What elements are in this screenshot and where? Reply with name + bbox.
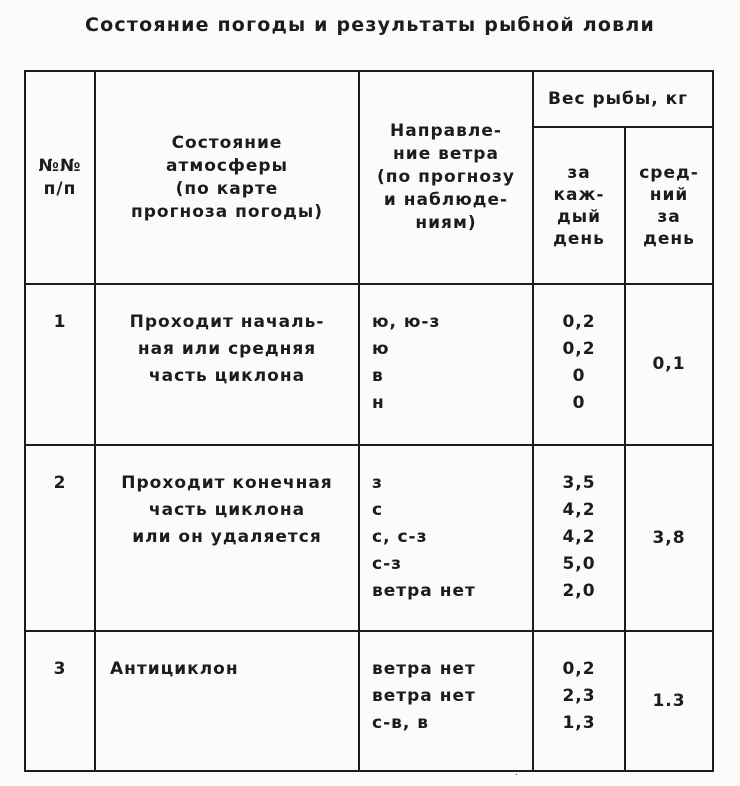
table-row [25, 445, 713, 631]
header-row [25, 71, 713, 127]
row-winds [359, 445, 533, 631]
row-daily-weights [533, 631, 625, 771]
wind-value: с-в, в [372, 713, 430, 733]
wind-value: ветра нет [372, 581, 476, 601]
daily-weight: 0,2 [562, 312, 596, 332]
wind-value: с [372, 500, 384, 520]
daily-weight: 5,0 [562, 554, 596, 574]
row-number: 2 [25, 445, 95, 631]
row-average-weight: 3,8 [625, 445, 713, 631]
wind-value: ветра нет [372, 686, 476, 706]
daily-weight: 4,2 [562, 527, 596, 547]
header-condition: Состояние атмосферы (по карте прогноза погоды) [95, 71, 359, 284]
header-weight: Вес рыбы, кг [533, 71, 713, 127]
row-daily-weights [533, 445, 625, 631]
header-daily: за каж- дый день [533, 127, 625, 284]
daily-weight: 0 [572, 393, 586, 413]
daily-weight: 4,2 [562, 500, 596, 520]
row-condition: Антициклон [95, 631, 359, 771]
header-average: сред- ний за день [625, 127, 713, 284]
daily-weight: 3,5 [562, 473, 596, 493]
table-row [25, 284, 713, 445]
header-wind: Направле- ние ветра (по прогнозу и наблюде- ниям) [359, 71, 533, 284]
scan-speck: · [515, 770, 519, 781]
row-daily-weights [533, 284, 625, 445]
wind-value: в [372, 366, 384, 386]
daily-weight: 2,0 [562, 581, 596, 601]
row-number: 1 [25, 284, 95, 445]
table-row [25, 631, 713, 771]
wind-value: н [372, 393, 385, 413]
row-average-weight: 1.3 [625, 631, 713, 771]
header-num: №№ п/п [25, 71, 95, 284]
weather-fishing-table [24, 70, 714, 772]
row-winds [359, 631, 533, 771]
daily-weight: 0,2 [562, 339, 596, 359]
wind-value: с, с-з [372, 527, 428, 547]
wind-value: с-з [372, 554, 403, 574]
wind-value: ю, ю-з [372, 312, 441, 332]
row-condition: Проходит конечная часть циклона или он удаляется [95, 445, 359, 631]
row-average-weight: 0,1 [625, 284, 713, 445]
row-winds [359, 284, 533, 445]
row-number: 3 [25, 631, 95, 771]
daily-weight: 1,3 [562, 713, 596, 733]
wind-value: з [372, 473, 383, 493]
row-condition: Проходит началь- ная или средняя часть циклона [95, 284, 359, 445]
daily-weight: 2,3 [562, 686, 596, 706]
wind-value: ю [372, 339, 390, 359]
page-title: Состояние погоды и результаты рыбной ловли [85, 14, 655, 36]
wind-value: ветра нет [372, 659, 476, 679]
daily-weight: 0,2 [562, 659, 596, 679]
daily-weight: 0 [572, 366, 586, 386]
